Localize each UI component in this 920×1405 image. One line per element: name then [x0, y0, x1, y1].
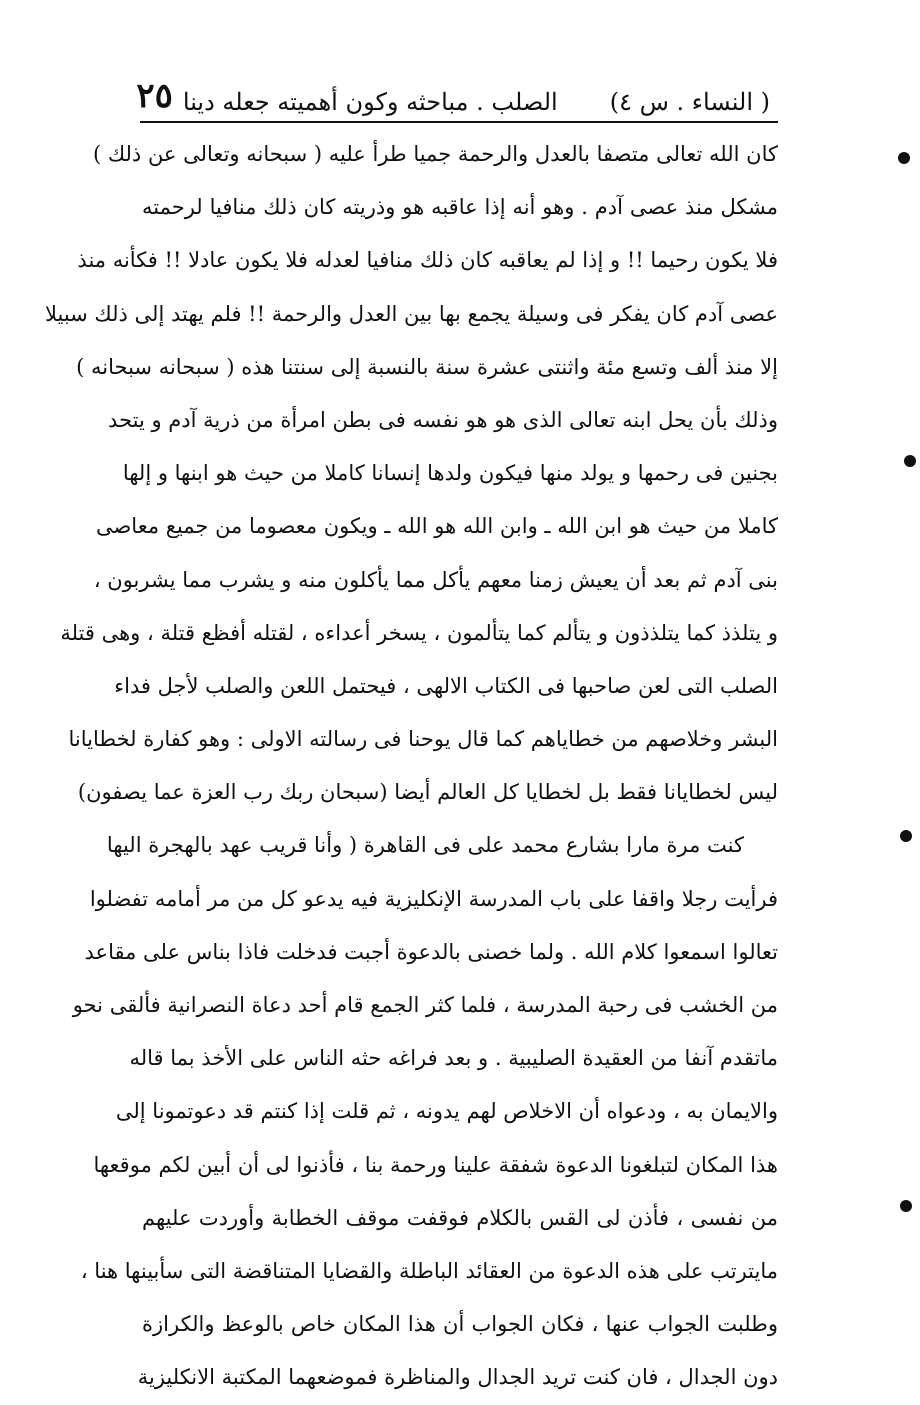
page-header: [136, 72, 770, 116]
text-line: عصى آدم كان يفكر فى وسيلة يجمع بها بين العدل والرحمة !! فلم يهتد إلى ذلك سبيلا: [44, 301, 778, 326]
paragraph-start-line: كنت مرة مارا بشارع محمد على فى القاهرة ( وأنا قريب عهد بالهجرة اليها: [106, 833, 744, 858]
text-line: وطلبت الجواب عنها ، فكان الجواب أن هذا المكان خاص بالوعظ والكرازة: [142, 1312, 778, 1337]
binding-hole-mark: [900, 1200, 912, 1212]
text-line: الصلب التى لعن صاحبها فى الكتاب الالهى ، فيحتمل اللعن والصلب لأجل فداء: [114, 673, 778, 698]
text-line: و يتلذذ كما يتلذذون و يتألم كما يتألمون ، يسخر أعداءه ، لقتله أفظع قتلة ، وهى قتلة: [60, 620, 778, 645]
header-running-title: الصلب . مباحثه وكون أهميته جعله دينا: [182, 88, 558, 116]
text-line: كاملا من حيث هو ابن الله ـ وابن الله هو الله ـ ويكون معصوما من جميع معاصى: [95, 514, 778, 539]
text-line: مشكل منذ عصى آدم . وهو أنه إذا عاقبه هو وذريته كان ذلك منافيا لرحمته: [142, 195, 778, 220]
text-line: كان الله تعالى متصفا بالعدل والرحمة جميا طرأ عليه ( سبحانه وتعالى عن ذلك ): [92, 142, 778, 166]
text-line: فلا يكون رحيما !! و إذا لم يعاقبه كان ذلك منافيا لعدله فلا يكون عادلا !! فكأنه منذ: [77, 248, 778, 273]
binding-hole-mark: [904, 455, 916, 467]
text-line: هذا المكان لتبلغونا الدعوة شفقة علينا ورحمة بنا ، فأذنوا لى أن أبين لكم موقعها: [93, 1152, 778, 1177]
text-line: بنى آدم ثم بعد أن يعيش زمنا معهم يأكل مما يأكلون منه و يشرب مما يشربون ،: [93, 567, 778, 592]
text-line: ليس لخطايانا فقط بل لخطايا كل العالم أيضا (سبحان ربك رب العزة عما يصفون): [77, 780, 778, 805]
text-line: وذلك بأن يحل ابنه تعالى الذى هو هو نفسه فى بطن امرأة من ذرية آدم و يتحد: [108, 407, 778, 432]
text-line: دون الجدال ، فان كنت تريد الجدال والمناظرة فموضعهما المكتبة الانكليزية: [137, 1365, 778, 1390]
text-line: إلا منذ ألف وتسع مئة واثنتى عشرة سنة بالنسبة إلى سنتنا هذه ( سبحانه سبحانه ): [76, 354, 778, 379]
text-line: البشر وخلاصهم من خطاياهم كما قال يوحنا فى رسالته الاولى : وهو كفارة لخطايانا: [68, 727, 778, 752]
binding-hole-mark: [900, 830, 912, 842]
page-number: ٢٥: [136, 76, 173, 116]
binding-hole-mark: [898, 152, 910, 164]
header-rule: [140, 121, 778, 123]
body-text: [44, 128, 778, 1405]
text-line: من الخشب فى رحبة المدرسة ، فلما كثر الجمع قام أحد دعاة النصرانية فألقى نحو: [72, 993, 778, 1017]
text-line: والايمان به ، ودعواه أن الاخلاص لهم يدونه ، ثم قلت إذا كنتم قد دعوتمونا إلى: [115, 1099, 778, 1124]
text-line: ماتقدم آنفا من العقيدة الصليبية . و بعد فراغه حثه الناس على الأخذ بما قاله: [129, 1046, 778, 1071]
text-line: مايترتب على هذه الدعوة من العقائد الباطلة والقضايا المتناقضة التى سأبينها هنا ،: [80, 1258, 778, 1283]
text-line: بجنين فى رحمها و يولد منها فيكون ولدها إنسانا كاملا من حيث هو ابنها و إلها: [122, 461, 778, 486]
text-line: فرأيت رجلا واقفا على باب المدرسة الإنكليزية فيه يدعو كل من مر أمامه تفضلوا: [89, 886, 778, 911]
header-section-reference: ( النساء . س ٤): [609, 88, 770, 116]
text-line: تعالوا اسمعوا كلام الله . ولما خصنى بالدعوة أجبت فدخلت فاذا بناس على مقاعد: [84, 939, 778, 964]
text-line: من نفسى ، فأذن لى القس بالكلام فوقفت موقف الخطابة وأوردت عليهم: [142, 1205, 778, 1230]
